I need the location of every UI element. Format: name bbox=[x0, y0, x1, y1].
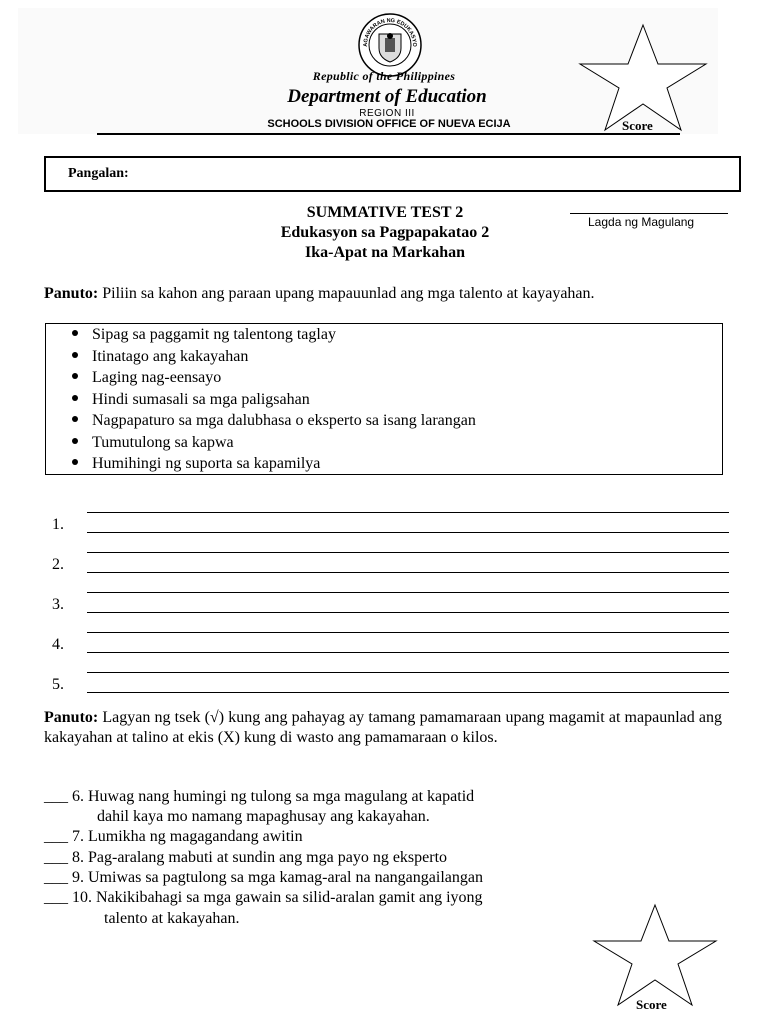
item-10: ___ 10. Nakikibahagi sa mga gawain sa silid-aralan gamit ang iyong bbox=[44, 889, 483, 906]
answer-line[interactable] bbox=[87, 552, 729, 553]
bullet-icon bbox=[72, 416, 78, 422]
item-9: ___ 9. Umiwas sa pagtulong sa mga kamag-aral na nangangailangan bbox=[44, 869, 483, 886]
bullet-icon bbox=[72, 330, 78, 336]
answer-line[interactable] bbox=[87, 672, 729, 673]
choice-item: Nagpapaturo sa mga dalubhasa o eksperto sa isang larangan bbox=[72, 412, 476, 430]
instruction-1-label: Panuto: bbox=[44, 285, 99, 302]
answer-line[interactable] bbox=[87, 572, 729, 573]
instruction-2 bbox=[44, 708, 722, 748]
answer-line[interactable] bbox=[87, 652, 729, 653]
bullet-icon bbox=[72, 395, 78, 401]
answer-number: 4. bbox=[52, 636, 64, 653]
region-heading: REGION III bbox=[359, 108, 415, 119]
answer-number: 3. bbox=[52, 596, 64, 613]
choice-item: Itinatago ang kakayahan bbox=[72, 348, 248, 366]
answer-line[interactable] bbox=[87, 532, 729, 533]
choice-item: Tumutulong sa kapwa bbox=[72, 434, 234, 452]
score-label-top: Score bbox=[622, 118, 653, 133]
bullet-icon bbox=[72, 438, 78, 444]
answer-number: 2. bbox=[52, 556, 64, 573]
answer-line[interactable] bbox=[87, 692, 729, 693]
item-10-continued: talento at kakayahan. bbox=[104, 910, 240, 927]
answer-number: 5. bbox=[52, 676, 64, 693]
quarter-title: Ika-Apat na Markahan bbox=[304, 244, 466, 261]
bullet-icon bbox=[72, 373, 78, 379]
division-heading: SCHOOLS DIVISION OFFICE OF NUEVA ECIJA bbox=[267, 118, 511, 130]
item-6: ___ 6. Huwag nang humingi ng tulong sa mga magulang at kapatid bbox=[44, 788, 475, 805]
answer-line[interactable] bbox=[87, 632, 729, 633]
choice-item: Humihingi ng suporta sa kapamilya bbox=[72, 455, 320, 473]
answer-number: 1. bbox=[52, 516, 64, 533]
instruction-1 bbox=[44, 284, 722, 304]
subject-title: Edukasyon sa Pagpapakatao 2 bbox=[280, 224, 490, 241]
instruction-1-text: Piliin sa kahon ang paraan upang mapauunlad ang mga talento at kayayahan. bbox=[98, 285, 595, 302]
instruction-2-text: Lagyan ng tsek (√) kung ang pahayag ay tamang pamamaraan upang magamit at mapaunlad ang kakayahan at talino at ekis (X) kung di wasto ang pamamaraan o kilos. bbox=[44, 709, 722, 746]
name-label: Pangalan: bbox=[68, 166, 129, 181]
answer-line[interactable] bbox=[87, 512, 729, 513]
answer-line[interactable] bbox=[87, 592, 729, 593]
bullet-icon bbox=[72, 459, 78, 465]
answer-line[interactable] bbox=[87, 612, 729, 613]
choice-item: Sipag sa paggamit ng talentong taglay bbox=[72, 326, 336, 344]
name-box bbox=[44, 156, 741, 192]
item-8: ___ 8. Pag-aralang mabuti at sundin ang mga payo ng eksperto bbox=[44, 849, 448, 866]
item-6-continued: dahil kaya mo namang mapaghusay ang kakayahan. bbox=[97, 808, 430, 825]
score-label-bottom: Score bbox=[636, 997, 667, 1012]
instruction-2-label: Panuto: bbox=[44, 709, 99, 726]
choice-item: Laging nag-eensayo bbox=[72, 369, 221, 387]
score-star-icon bbox=[590, 902, 720, 1008]
item-7: ___ 7. Lumikha ng magagandang awitin bbox=[44, 828, 303, 845]
republic-heading: Republic of the Philippines bbox=[312, 69, 456, 83]
bullet-icon bbox=[72, 352, 78, 358]
seal-text: AGAWARAN NG EDUKASYO bbox=[362, 17, 418, 47]
signature-label: Lagda ng Magulang bbox=[588, 215, 695, 229]
test-title: SUMMATIVE TEST 2 bbox=[306, 204, 464, 221]
signature-line bbox=[570, 213, 728, 214]
department-heading: Department of Education bbox=[287, 86, 487, 107]
choice-item: Hindi sumasali sa mga paligsahan bbox=[72, 391, 310, 409]
